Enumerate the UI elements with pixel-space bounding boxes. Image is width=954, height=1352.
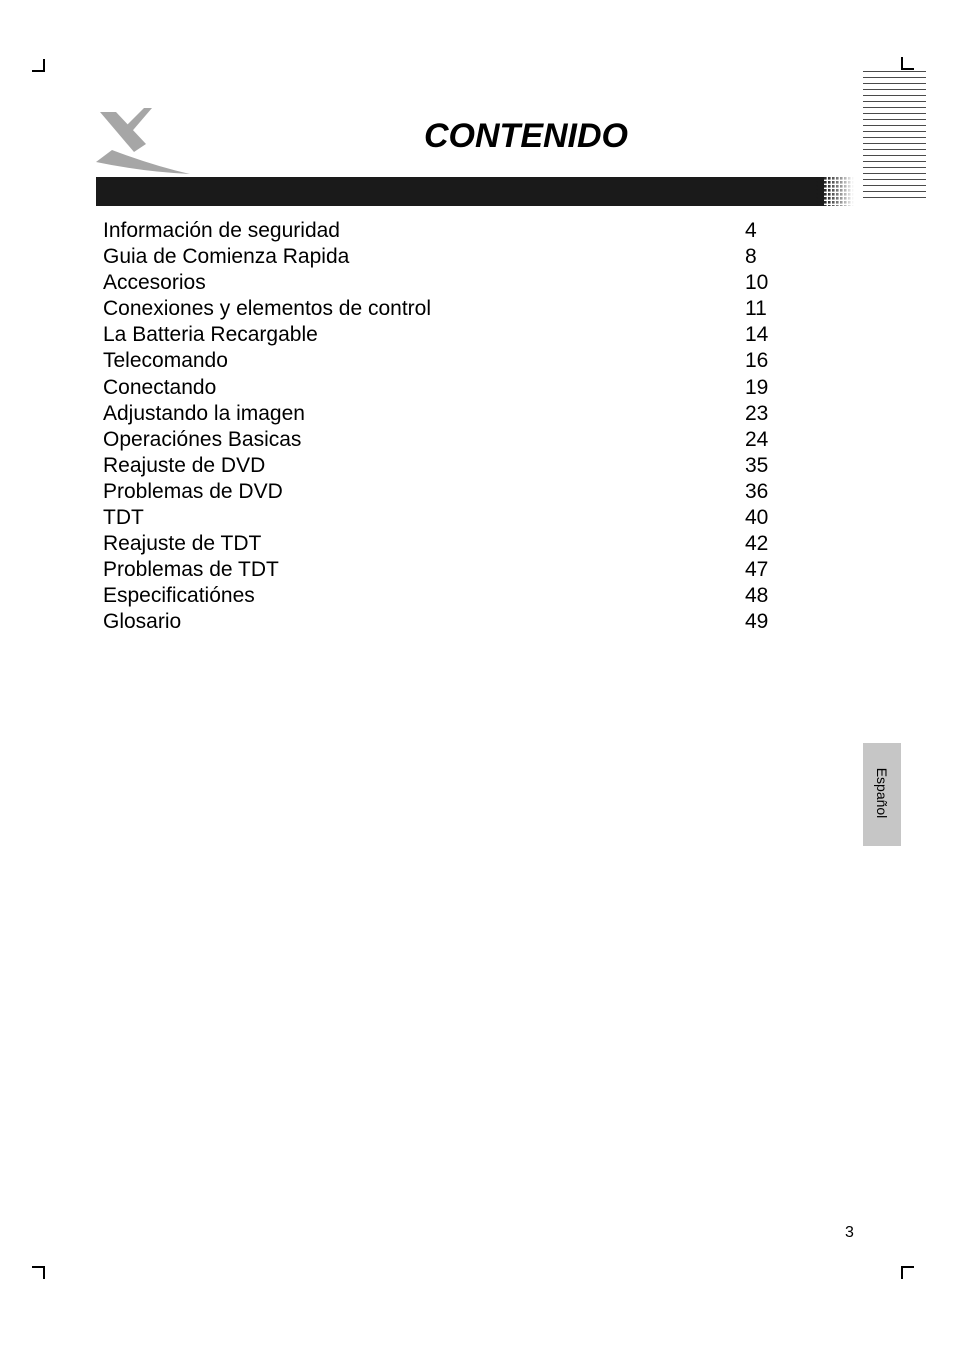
toc-entry-page: 10 [745, 271, 769, 295]
toc-entry-title: Especificatiónes [103, 584, 255, 608]
toc-entry-page: 4 [745, 219, 757, 242]
toc-entry-page: 49 [745, 610, 769, 634]
toc-entry-title: Conexiones y elementos de control [103, 297, 432, 321]
language-tab-label: Español [874, 767, 890, 819]
toc-entry [103, 557, 783, 583]
crop-mark-top-right [901, 57, 914, 70]
toc-entry-page: 36 [745, 479, 769, 503]
toc-entry-page: 47 [745, 558, 769, 582]
toc-entry-page: 40 [745, 506, 769, 530]
page-title: CONTENIDO [424, 117, 628, 155]
toc-entry [103, 244, 783, 270]
language-tab [863, 743, 901, 846]
toc-entry [103, 270, 783, 296]
toc-entry-title: Accesorios [103, 271, 206, 295]
toc-entry [103, 401, 783, 427]
toc-entry-page: 19 [745, 375, 769, 399]
page-number: 3 [845, 1224, 854, 1241]
toc-entry-title: Adjustando la imagen [103, 401, 305, 425]
toc-entry-title: Problemas de DVD [103, 479, 283, 503]
toc-entry-title: Glosario [103, 610, 182, 634]
toc-entry-title: TDT [103, 506, 144, 530]
edge-stripes [863, 71, 926, 200]
toc-entry [103, 583, 783, 609]
toc-entry-title: Guia de Comienza Rapida [103, 245, 350, 269]
toc-entry [103, 531, 783, 557]
toc-entry-page: 24 [745, 427, 769, 451]
toc-entry-title: Información de seguridad [103, 219, 340, 242]
toc-entry-title: Telecomando [103, 349, 228, 373]
toc-entry [103, 609, 783, 635]
toc-entry [103, 322, 783, 348]
toc-entry-title: Problemas de TDT [103, 558, 279, 582]
toc-entry [103, 427, 783, 453]
crop-mark-top-left [32, 59, 45, 72]
toc-entry-title: Reajuste de DVD [103, 453, 266, 477]
toc-entry-title: La Batteria Recargable [103, 323, 318, 347]
title-bar [96, 177, 854, 206]
table-of-contents [103, 218, 783, 636]
toc-entry-page: 23 [745, 401, 769, 425]
crop-mark-bottom-right [901, 1266, 914, 1279]
toc-entry [103, 505, 783, 531]
toc-entry-page: 11 [745, 297, 767, 321]
toc-entry [103, 348, 783, 374]
toc-entry-page: 42 [745, 532, 769, 556]
toc-entry-title: Conectando [103, 375, 217, 399]
toc-entry-page: 16 [745, 349, 769, 373]
toc-entry-title: Reajuste de TDT [103, 532, 262, 556]
toc-entry [103, 218, 783, 244]
toc-entry [103, 296, 783, 322]
x-logo-icon [94, 108, 194, 178]
toc-entry [103, 375, 783, 401]
toc-entry-page: 14 [745, 323, 769, 347]
toc-entry-title: Operaciónes Basicas [103, 427, 302, 451]
toc-entry-page: 8 [745, 245, 757, 269]
toc-entry-page: 48 [745, 584, 769, 608]
toc-entry [103, 479, 783, 505]
toc-entry [103, 453, 783, 479]
toc-entry-page: 35 [745, 453, 769, 477]
crop-mark-bottom-left [32, 1266, 45, 1279]
